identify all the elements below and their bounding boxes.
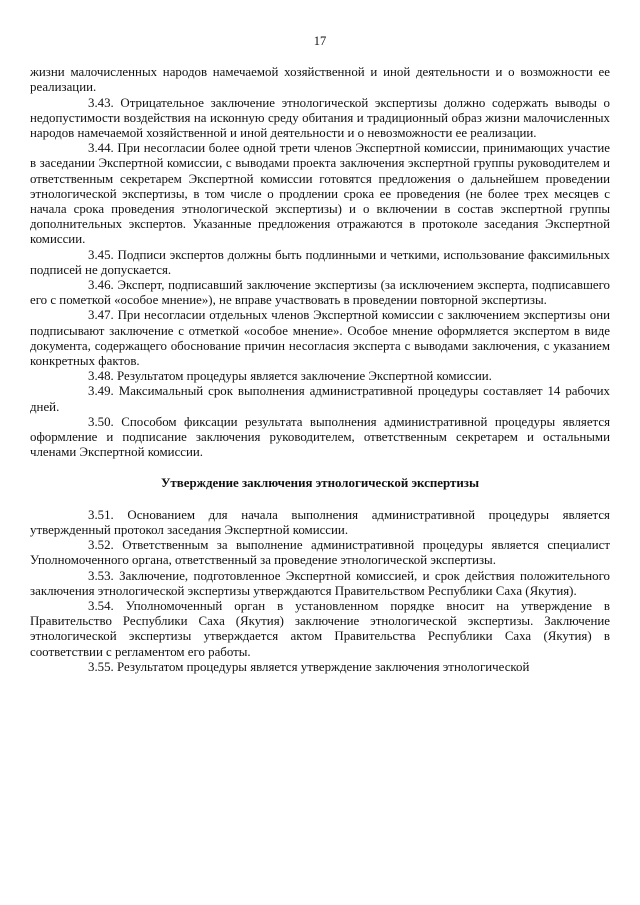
paragraph-3-53: 3.53. Заключение, подготовленное Экспертной комиссией, и срок действия положительного заключения этнологической экспертизы утверждаются Правительством Республики Саха (Якутия). bbox=[30, 568, 610, 598]
paragraph-3-55: 3.55. Результатом процедуры является утверждение заключения этнологической bbox=[88, 659, 530, 674]
section-heading: Утверждение заключения этнологической экспертизы bbox=[160, 476, 480, 491]
paragraph-3-47: 3.47. При несогласии отдельных членов Экспертной комиссии с заключением экспертизы они подписывают заключение с отметкой «особое мнение». Особое мнение оформляется экспертом в виде документа, содержащего обоснование причин несогласия эксперта с выводами заключения, с указанием конкретных фактов. bbox=[30, 308, 610, 369]
paragraph-3-46: 3.46. Эксперт, подписавший заключение экспертизы (за исключением эксперта, подписавшего его с пометкой «особое мнение»), не вправе участвовать в проведении повторной экспертизы. bbox=[30, 278, 610, 308]
paragraph-continuation: жизни малочисленных народов намечаемой хозяйственной и иной деятельности и о возможности ее реализации. bbox=[30, 65, 610, 95]
paragraph-3-54: 3.54. Уполномоченный орган в установленном порядке вносит на утверждение в Правительство Республики Саха (Якутия) заключение этнологической экспертизы. Заключение этнологической экспертизы утверждается актом Правительства Республики Саха (Якутия) в соответствии с регламентом его работы. bbox=[30, 598, 610, 659]
paragraph-3-44: 3.44. При несогласии более одной трети членов Экспертной комиссии, принимающих участие в заседании Экспертной комиссии, с выводами проекта заключения экспертной группы руководителем и ответственным секретарем Экспертной комиссии готовятся предложения о дальнейшем проведении этнологической экспертизы, в том числе о продлении срока ее проведения (не более трех месяцев с начала срока проведения этнологической экспертизы) и о включении в состав экспертной группы дополнительных экспертов. Указанные предложения отражаются в протоколе заседания Экспертной комиссии. bbox=[30, 141, 610, 247]
paragraph-3-49: 3.49. Максимальный срок выполнения административной процедуры составляет 14 рабочих дней. bbox=[30, 384, 610, 414]
paragraph-3-45: 3.45. Подписи экспертов должны быть подлинными и четкими, использование факсимильных подписей не допускается. bbox=[30, 247, 610, 277]
paragraph-3-48: 3.48. Результатом процедуры является заключение Экспертной комиссии. bbox=[88, 369, 492, 384]
page-number: 17 bbox=[313, 34, 327, 48]
paragraph-3-50: 3.50. Способом фиксации результата выполнения административной процедуры является оформление и подписание заключения руководителем, ответственным секретарем и остальными членами Экспертной комиссии. bbox=[30, 414, 610, 460]
paragraph-3-52: 3.52. Ответственным за выполнение административной процедуры является специалист Уполномоченного органа, ответственный за проведение этнологической экспертизы. bbox=[30, 538, 610, 568]
paragraph-3-43: 3.43. Отрицательное заключение этнологической экспертизы должно содержать выводы о недопустимости воздействия на исконную среду обитания и традиционный образ жизни малочисленных народов намечаемой хозяйственной и иной деятельности и о невозможности ее реализации. bbox=[30, 95, 610, 141]
document-page bbox=[30, 34, 610, 675]
paragraph-3-51: 3.51. Основанием для начала выполнения административной процедуры является утвержденный протокол заседания Экспертной комиссии. bbox=[30, 507, 610, 537]
